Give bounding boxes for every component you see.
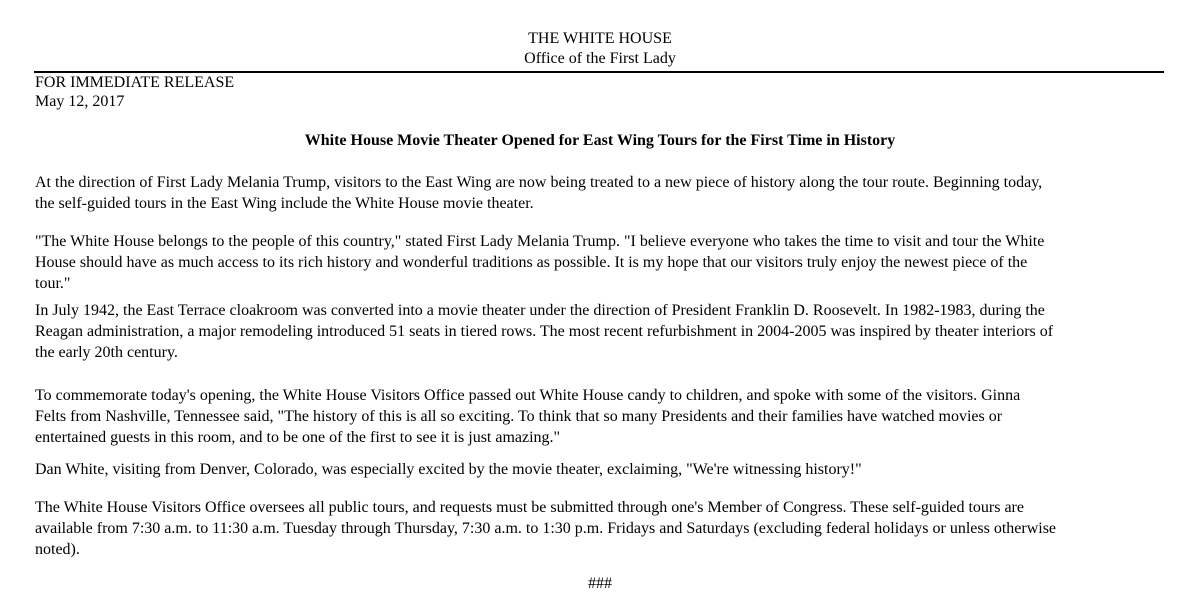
paragraph-line: Reagan administration, a major remodeling introduced 51 seats in tiered rows. The most recent refurbishment in 2004-2005 was inspired by theater interiors of	[35, 323, 1054, 340]
paragraph-dan-white	[35, 459, 1170, 480]
paragraph-quote	[35, 231, 1170, 294]
paragraph-line: the self-guided tours in the East Wing include the White House movie theater.	[35, 195, 534, 212]
paragraph-line: entertained guests in this room, and to be one of the first to see it is just amazing."	[35, 429, 561, 446]
paragraph-line: Felts from Nashville, Tennessee said, "The history of this is all so exciting. To think that so many Presidents and their families have watched movies or	[35, 408, 1003, 425]
paragraph-line: To commemorate today's opening, the White House Visitors Office passed out White House candy to children, and spoke with some of the visitors. Ginna	[35, 387, 1021, 404]
paragraph-line: House should have as much access to its rich history and wonderful traditions as possible. It is my hope that our visitors truly enjoy the newest piece of the	[35, 254, 1028, 271]
paragraph-history	[35, 300, 1170, 363]
paragraph-line: "The White House belongs to the people of this country," stated First Lady Melania Trump. "I believe everyone who takes the time to visit and tour the White	[35, 233, 1045, 250]
headline: White House Movie Theater Opened for East Wing Tours for the First Time in History	[304, 132, 896, 149]
paragraph-line: tour."	[35, 275, 71, 292]
paragraph-visitors	[35, 385, 1170, 448]
letterhead	[0, 29, 1200, 69]
paragraph-line: noted).	[35, 541, 80, 558]
paragraph-line: Dan White, visiting from Denver, Colorado, was especially excited by the movie theater, exclaiming, "We're witnessing history!"	[35, 461, 862, 478]
release-label: FOR IMMEDIATE RELEASE	[35, 74, 235, 91]
letterhead-org: THE WHITE HOUSE	[528, 30, 672, 47]
paragraph-line: In July 1942, the East Terrace cloakroom was converted into a movie theater under the direction of President Franklin D. Roosevelt. In 1982-1983, during the	[35, 302, 1045, 319]
letterhead-office: Office of the First Lady	[524, 50, 676, 67]
paragraph-line: The White House Visitors Office oversees all public tours, and requests must be submitted through one's Member of Congress. These self-guided tours are	[35, 499, 1024, 516]
paragraph-line: available from 7:30 a.m. to 11:30 a.m. Tuesday through Thursday, 7:30 a.m. to 1:30 p.m. Fridays and Saturdays (excluding federal holidays or unless otherwise	[35, 520, 1057, 537]
release-date: May 12, 2017	[35, 93, 125, 110]
paragraph-intro	[35, 172, 1170, 214]
end-mark: ###	[588, 575, 612, 592]
paragraph-line: At the direction of First Lady Melania Trump, visitors to the East Wing are now being treated to a new piece of history along the tour route. Beginning today,	[35, 174, 1043, 191]
paragraph-line: the early 20th century.	[35, 344, 178, 361]
release-info	[35, 73, 234, 111]
paragraph-tour-info	[35, 497, 1170, 560]
